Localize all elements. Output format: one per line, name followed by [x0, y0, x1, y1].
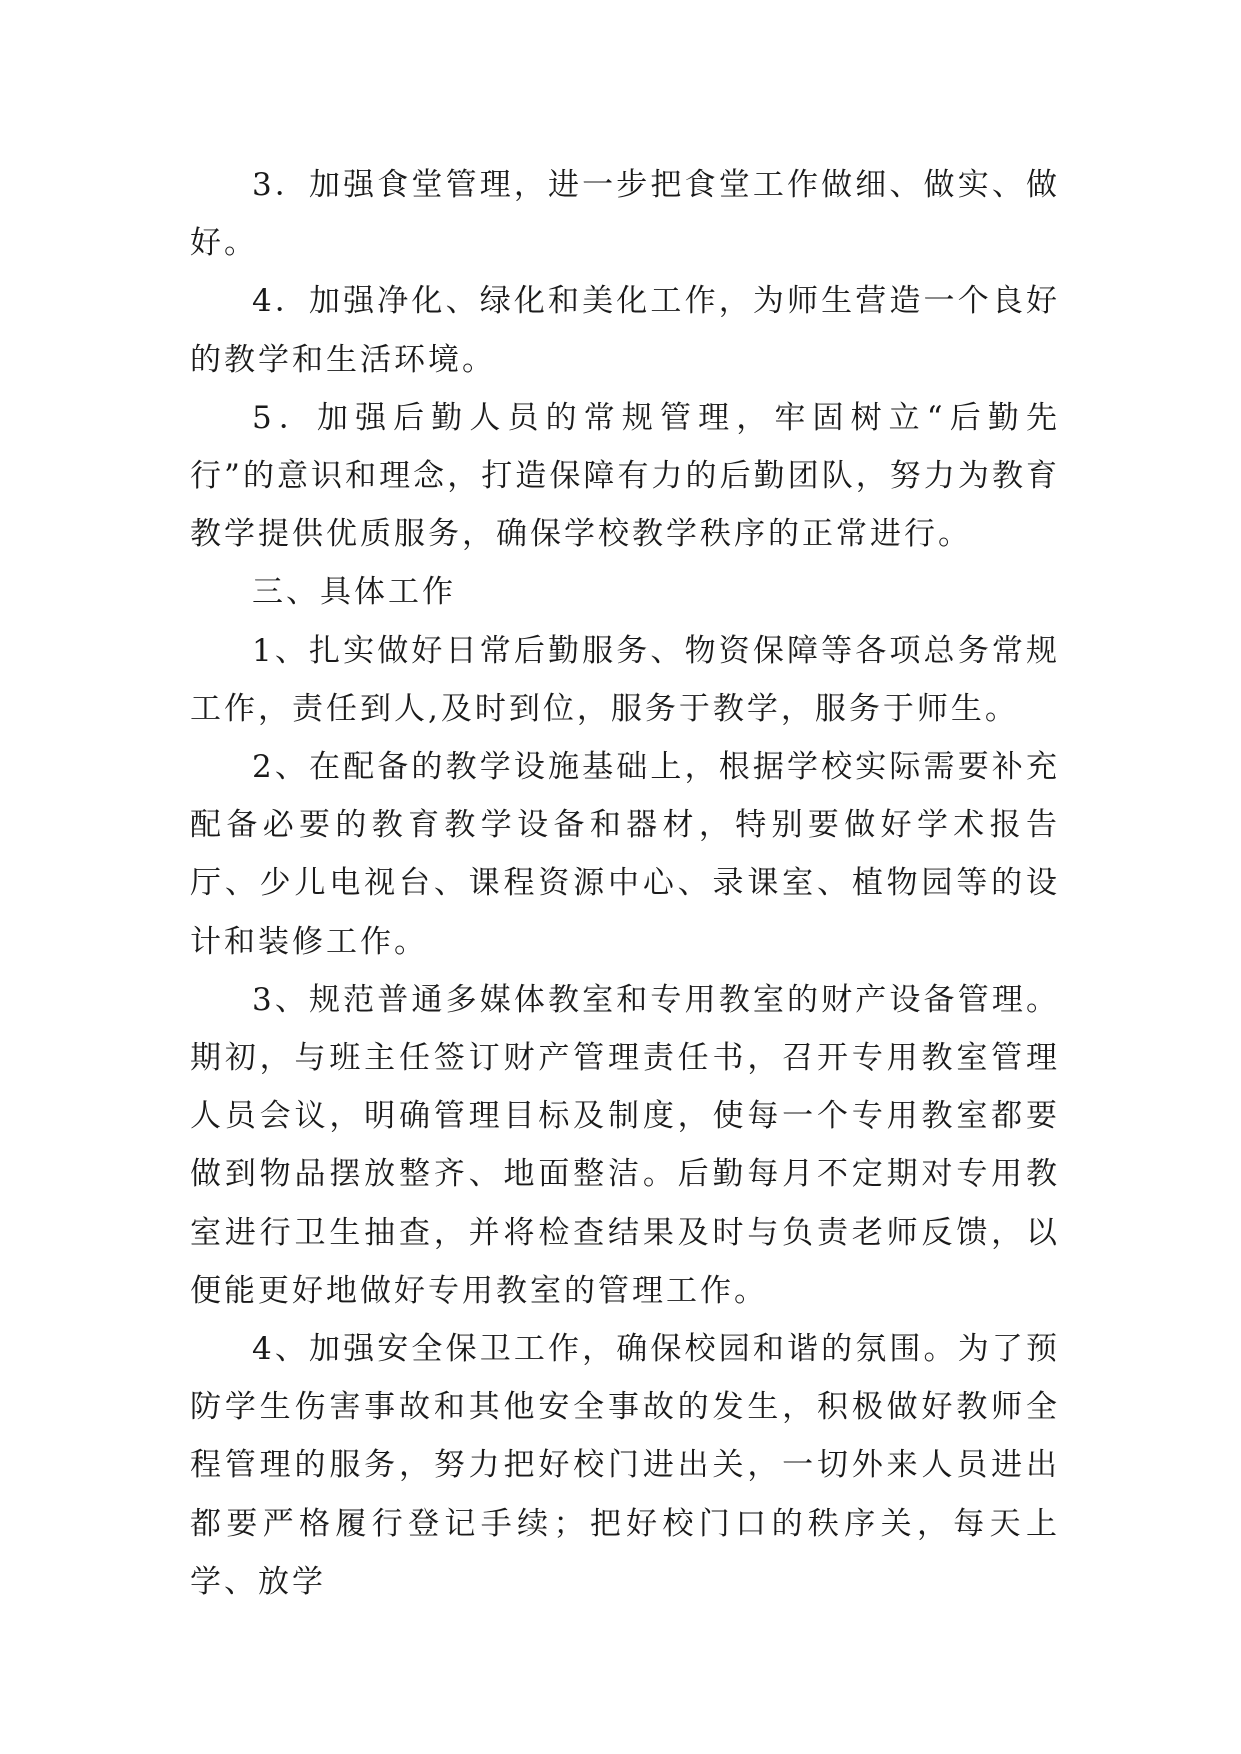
- paragraph-classroom-property: 3、规范普通多媒体教室和专用教室的财产设备管理。期初，与班主任签订财产管理责任书，召开专用教室管理人员会议，明确管理目标及制度，使每一个专用教室都要做到物品摆放整齐、地面整洁。后勤每月不定期对专用教室进行卫生抽查，并将检查结果及时与负责老师反馈，以便能更好地做好专用教室的管理工作。: [190, 981, 1060, 1309]
- paragraph-logistics-staff: 5．加强后勤人员的常规管理，牢固树立“后勤先行”的意识和理念，打造保障有力的后勤团队，努力为教育教学提供优质服务，确保学校教学秩序的正常进行。: [190, 399, 1060, 553]
- paragraph-teaching-equipment: 2、在配备的教学设施基础上，根据学校实际需要补充配备必要的教育教学设备和器材，特别要做好学术报告厅、少儿电视台、课程资源中心、录课室、植物园等的设计和装修工作。: [190, 749, 1060, 960]
- paragraph-daily-logistics: 1、扎实做好日常后勤服务、物资保障等各项总务常规工作，责任到人,及时到位，服务于教学，服务于师生。: [190, 632, 1060, 727]
- document-body: [190, 156, 1060, 1611]
- paragraph-greening-work: 4．加强净化、绿化和美化工作，为师生营造一个良好的教学和生活环境。: [190, 283, 1060, 378]
- paragraph-security-work: 4、加强安全保卫工作，确保校园和谐的氛围。为了预防学生伤害事故和其他安全事故的发生，积极做好教师全程管理的服务，努力把好校门进出关，一切外来人员进出都要严格履行登记手续；把好校门口的秩序关，每天上学、放学: [190, 1331, 1060, 1600]
- section-heading-specific-work: 三、具体工作: [252, 574, 456, 611]
- paragraph-canteen-management: 3．加强食堂管理，进一步把食堂工作做细、做实、做好。: [190, 167, 1060, 262]
